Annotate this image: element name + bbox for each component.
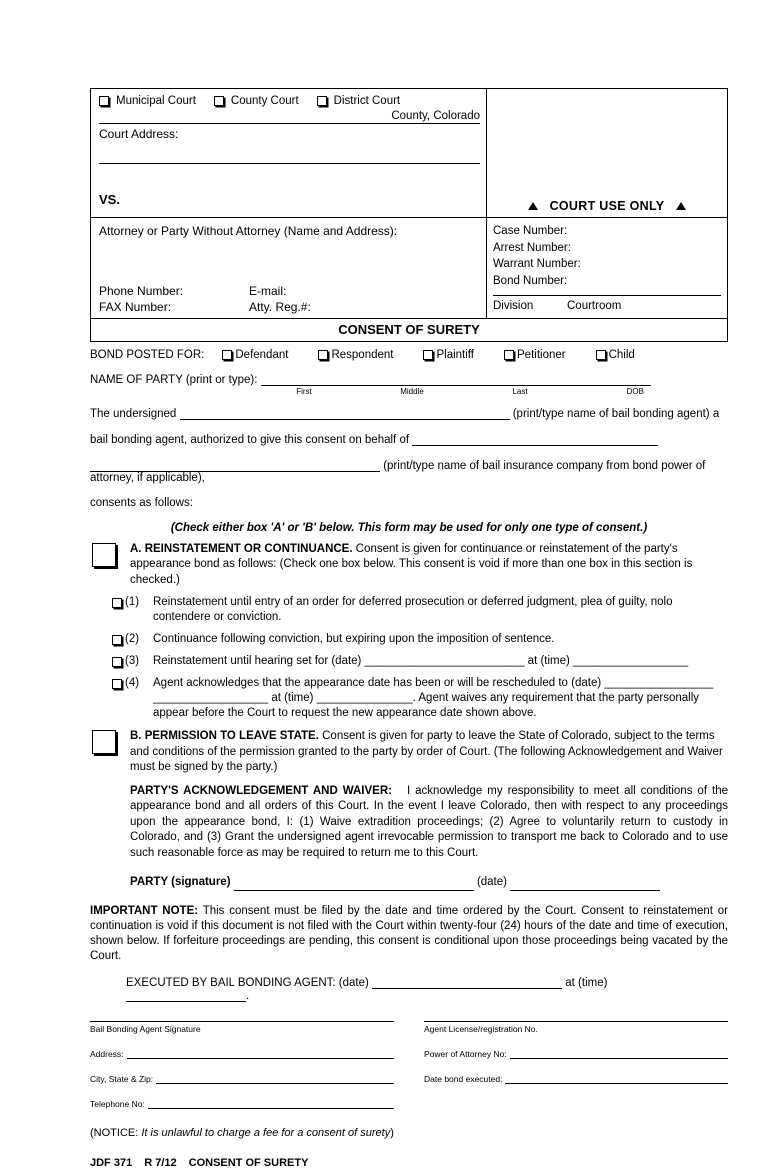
fax-number-label: FAX Number: bbox=[99, 299, 172, 314]
behalf-of-input[interactable] bbox=[412, 433, 658, 446]
party-signature-label: PARTY (signature) bbox=[130, 876, 231, 888]
court-type-row bbox=[99, 95, 480, 107]
address-field bbox=[90, 1047, 394, 1059]
signature-right-column bbox=[424, 1020, 728, 1109]
child-label: Child bbox=[608, 348, 635, 361]
county-colorado-label: County, Colorado bbox=[391, 110, 480, 122]
dob-col-label: DOB bbox=[626, 386, 644, 396]
footer-rev: R 7/12 bbox=[144, 1156, 177, 1169]
item-2-number: (2) bbox=[125, 633, 140, 645]
bond-number-label: Bond Number: bbox=[493, 274, 568, 287]
triangle-right-icon bbox=[676, 202, 686, 210]
name-of-party-input[interactable] bbox=[261, 373, 651, 386]
section-a bbox=[90, 542, 728, 589]
section-b-heading: B. PERMISSION TO LEAVE STATE. bbox=[130, 730, 319, 742]
agent-license-input[interactable] bbox=[424, 1020, 728, 1022]
notice-suffix: ) bbox=[390, 1126, 394, 1139]
name-of-party-row bbox=[90, 373, 728, 396]
court-use-only-header bbox=[493, 199, 721, 215]
consents-label: consents as follows: bbox=[90, 496, 193, 509]
section-a-item-3 bbox=[90, 654, 728, 669]
party-signature-row bbox=[130, 875, 728, 891]
city-state-zip-label: City, State & Zip: bbox=[90, 1073, 154, 1084]
consent-of-surety-form bbox=[90, 88, 728, 1169]
item-4-text: Agent acknowledges that the appearance date has been or will be rescheduled to (date) _________________ __________________ at (time) _______________. Agent waives any requirement that the party personally appear before the Court to request the new appearance date shown above. bbox=[153, 677, 714, 719]
item-3-text: Reinstatement until hearing set for (date) _________________________ at (time) __________________ bbox=[153, 655, 689, 667]
form-title: CONSENT OF SURETY bbox=[90, 319, 728, 342]
footer-form-no: JDF 371 bbox=[90, 1156, 133, 1169]
company-row bbox=[90, 459, 728, 484]
signature-left-column bbox=[90, 1020, 394, 1109]
power-of-attorney-label: Power of Attorney No: bbox=[424, 1048, 507, 1059]
telephone-input[interactable] bbox=[148, 1097, 394, 1109]
plaintiff-checkbox[interactable] bbox=[423, 350, 433, 360]
agent-authorized-row bbox=[90, 433, 728, 446]
agent-signature-input[interactable] bbox=[90, 1020, 394, 1022]
caption-block bbox=[90, 88, 728, 218]
petitioner-checkbox[interactable] bbox=[504, 350, 514, 360]
power-of-attorney-input[interactable] bbox=[510, 1047, 728, 1059]
address-input[interactable] bbox=[127, 1047, 394, 1059]
ack-text: I acknowledge my responsibility to meet all conditions of the appearance bond and all orders of this Court. In the event I leave Colorado, then with respect to any proceedings upon the appearance bond, I: (1) Waive extradition proceedings; (2) Agree to voluntarily return to custody in Colorado, and (3) Grant the undersigned agent irrevocable permission to transport me back to Colorado and to use such reasonable force as may be required to return me to this Court. bbox=[130, 784, 728, 859]
attorney-fields bbox=[99, 282, 478, 314]
triangle-left-icon bbox=[528, 202, 538, 210]
telephone-field bbox=[90, 1097, 394, 1109]
case-info-cell bbox=[487, 218, 727, 318]
undersigned-label: The undersigned bbox=[90, 407, 177, 420]
attorney-heading: Attorney or Party Without Attorney (Name and Address): bbox=[99, 224, 398, 238]
telephone-label: Telephone No: bbox=[90, 1098, 145, 1109]
municipal-court-label: Municipal Court bbox=[116, 95, 196, 107]
attorney-row bbox=[90, 218, 728, 319]
section-a-checkbox[interactable] bbox=[92, 543, 116, 567]
defendant-checkbox[interactable] bbox=[222, 350, 232, 360]
court-address-label: Court Address: bbox=[99, 127, 179, 141]
executed-label: EXECUTED BY BAIL BONDING AGENT: (date) bbox=[126, 976, 369, 989]
section-a-text: Consent is given for continuance or reinstatement of the party's appearance bond as follows: (Check one box below. This consent is void if more than one box in this section is checked.) bbox=[130, 542, 693, 586]
court-address-input[interactable] bbox=[99, 149, 480, 164]
section-b bbox=[90, 729, 728, 891]
item-2-text: Continuance following conviction, but expiring upon the imposition of sentence. bbox=[153, 633, 555, 645]
section-a-item-1 bbox=[90, 595, 728, 625]
bond-option-defendant[interactable] bbox=[222, 349, 288, 361]
arrest-number-label: Arrest Number: bbox=[493, 241, 571, 254]
plaintiff-label: Plaintiff bbox=[436, 348, 474, 361]
attorney-cell bbox=[91, 218, 487, 318]
party-signature-input[interactable] bbox=[234, 878, 474, 891]
respondent-checkbox[interactable] bbox=[318, 350, 328, 360]
important-note-label: IMPORTANT NOTE: bbox=[90, 904, 199, 917]
notice-italic: It is unlawful to charge a fee for a consent of surety bbox=[141, 1126, 391, 1139]
agent-name-input[interactable] bbox=[180, 407, 510, 420]
item-3-checkbox[interactable] bbox=[112, 657, 122, 667]
court-use-only-box bbox=[487, 89, 727, 217]
item-2-checkbox[interactable] bbox=[112, 635, 122, 645]
bond-option-child[interactable] bbox=[596, 349, 635, 361]
email-label: E-mail: bbox=[249, 283, 287, 298]
signature-block bbox=[90, 1020, 728, 1109]
check-either-instruction: (Check either box 'A' or 'B' below. This form may be used for only one type of consent.) bbox=[170, 521, 648, 534]
item-1-text: Reinstatement until entry of an order for deferred prosecution or deferred judgment, plea of guilty, nolo contendere or conviction. bbox=[153, 596, 673, 623]
city-state-zip-input[interactable] bbox=[156, 1072, 394, 1084]
executed-date-input[interactable] bbox=[372, 976, 562, 989]
phone-number-label: Phone Number: bbox=[99, 283, 184, 298]
section-b-text: Consent is given for party to leave the State of Colorado, subject to the terms and conditions of the permission granted to the party by order of Court. (The following Acknowledgement and Waiver must be signed by the party.) bbox=[130, 730, 723, 773]
district-court-label: District Court bbox=[333, 95, 401, 107]
bond-option-plaintiff[interactable] bbox=[423, 349, 474, 361]
power-of-attorney-field bbox=[424, 1047, 728, 1059]
insurance-company-input[interactable] bbox=[90, 459, 380, 472]
middle-col-label: Middle bbox=[400, 386, 424, 396]
district-court-checkbox[interactable] bbox=[317, 96, 327, 106]
executed-row: EXECUTED BY BAIL BONDING AGENT: (date) at (time) . bbox=[126, 976, 608, 1002]
executed-time-label: at (time) bbox=[565, 976, 608, 989]
item-1-number: (1) bbox=[125, 596, 140, 608]
agent-signature-label: Bail Bonding Agent Signature bbox=[90, 1023, 201, 1034]
county-colorado-line[interactable] bbox=[99, 109, 480, 124]
undersigned-tail-label: (print/type name of bail bonding agent) a bbox=[512, 407, 720, 420]
notice-row bbox=[90, 1127, 728, 1139]
petitioner-label: Petitioner bbox=[517, 348, 566, 361]
undersigned-row bbox=[90, 407, 728, 420]
caption-left bbox=[91, 89, 487, 217]
date-bond-executed-field bbox=[424, 1072, 728, 1084]
address-label: Address: bbox=[90, 1048, 124, 1059]
warrant-number-label: Warrant Number: bbox=[493, 258, 581, 270]
defendant-label: Defendant bbox=[235, 348, 289, 361]
county-court-label: County Court bbox=[230, 95, 299, 107]
bond-posted-for-label: BOND POSTED FOR: bbox=[90, 348, 205, 361]
bond-option-respondent[interactable] bbox=[318, 349, 393, 361]
atty-reg-label: Atty. Reg.#: bbox=[249, 299, 311, 314]
important-note-text: This consent must be filed by the date and time ordered by the Court. Consent to reinstatement or continuation is void if this document is not filed with the Court within twenty-four (24) hours of the date and time of execution, shown below. If forfeiture proceedings are pending, this consent is conditional upon those proceedings being vacated by the Court. bbox=[90, 904, 728, 962]
division-label: Division bbox=[493, 300, 534, 312]
section-b-checkbox[interactable] bbox=[92, 730, 116, 754]
bond-option-petitioner[interactable] bbox=[504, 349, 566, 361]
notice-prefix: (NOTICE: bbox=[90, 1126, 139, 1139]
courtroom-label: Courtroom bbox=[567, 300, 622, 312]
last-col-label: Last bbox=[512, 386, 528, 396]
party-acknowledgement bbox=[130, 784, 728, 862]
bond-posted-for-row bbox=[90, 349, 728, 361]
city-state-zip-field bbox=[90, 1072, 394, 1084]
division-courtroom-row bbox=[493, 295, 721, 315]
item-4-checkbox[interactable] bbox=[112, 679, 122, 689]
case-number-label: Case Number: bbox=[493, 225, 568, 237]
company-tail-label: (print/type name of bail insurance company from bond power of attorney, if applicable), bbox=[90, 459, 706, 484]
section-a-body bbox=[130, 542, 728, 589]
section-a-item-2 bbox=[90, 632, 728, 647]
footer-row bbox=[90, 1157, 728, 1169]
vs-label: VS. bbox=[99, 192, 120, 207]
important-note bbox=[90, 904, 728, 964]
section-a-heading: A. REINSTATEMENT OR CONTINUANCE. bbox=[130, 542, 353, 555]
party-date-input[interactable] bbox=[510, 878, 660, 891]
municipal-court-checkbox[interactable] bbox=[99, 96, 109, 106]
child-checkbox[interactable] bbox=[596, 350, 606, 360]
item-1-checkbox[interactable] bbox=[112, 598, 122, 608]
item-4-number: (4) bbox=[125, 677, 140, 689]
footer-title: CONSENT OF SURETY bbox=[188, 1156, 309, 1169]
name-of-party-label: NAME OF PARTY (print or type): bbox=[90, 373, 258, 386]
party-date-label: (date) bbox=[476, 876, 507, 888]
date-bond-executed-input[interactable] bbox=[505, 1072, 728, 1084]
ack-heading: PARTY'S ACKNOWLEDGEMENT AND WAIVER: bbox=[130, 784, 392, 797]
agent-license-label: Agent License/registration No. bbox=[424, 1023, 538, 1034]
county-court-checkbox[interactable] bbox=[214, 96, 224, 106]
name-column-headers bbox=[90, 387, 728, 396]
section-b-body bbox=[130, 729, 728, 891]
date-bond-executed-label: Date bond executed: bbox=[424, 1073, 503, 1084]
court-use-only-label: COURT USE ONLY bbox=[549, 199, 665, 213]
respondent-label: Respondent bbox=[331, 348, 394, 361]
item-3-number: (3) bbox=[125, 655, 140, 667]
first-col-label: First bbox=[296, 386, 312, 396]
section-a-item-4 bbox=[90, 676, 728, 721]
executed-time-input[interactable] bbox=[126, 989, 246, 1002]
agent-authorized-label: bail bonding agent, authorized to give this consent on behalf of bbox=[90, 433, 410, 446]
